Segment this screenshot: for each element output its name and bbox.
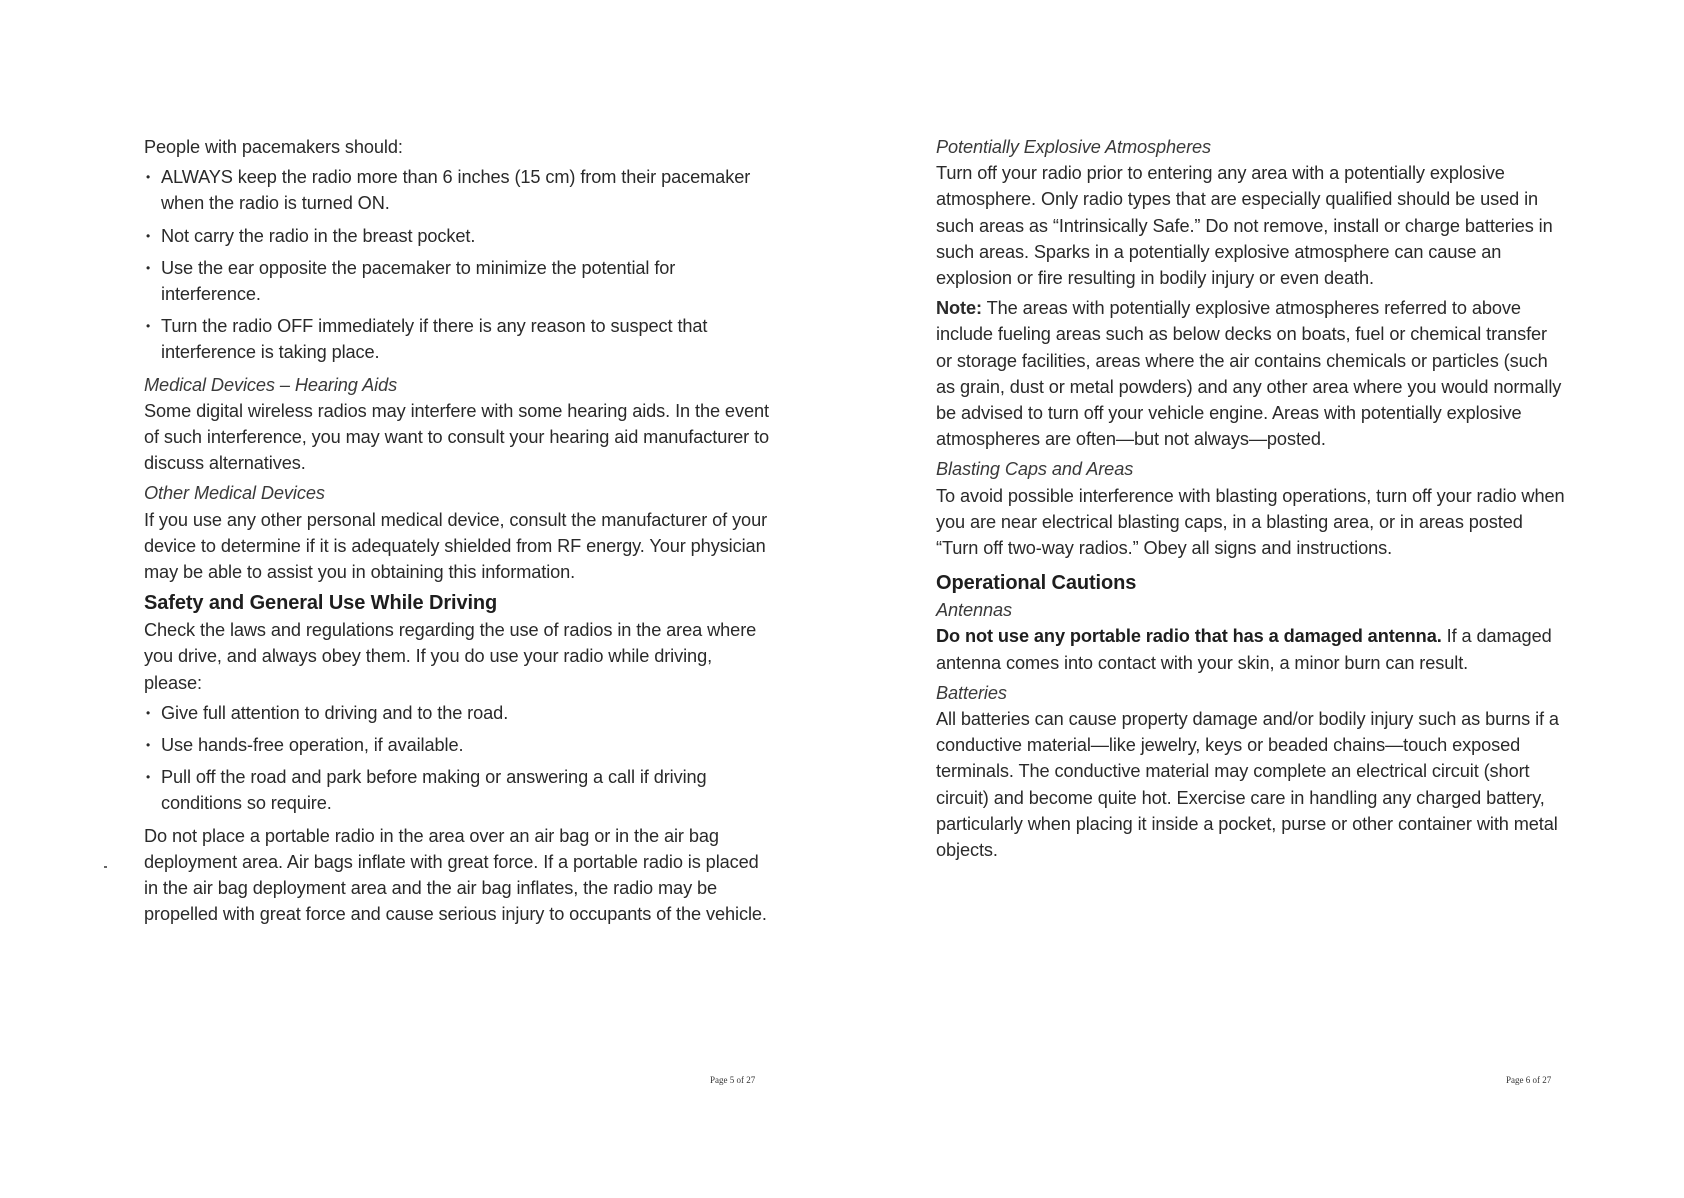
antennas-warning: Do not use any portable radio that has a damaged antenna. [936, 626, 1442, 647]
bullet-text: Give full attention to driving and to the road. [161, 702, 509, 723]
note-paragraph [936, 295, 1566, 452]
bullet-text: Use hands-free operation, if available. [161, 735, 464, 756]
list-item [144, 764, 774, 816]
note-text: The areas with potentially explosive atmospheres referred to above include fueling areas such as below decks on boats, fuel or chemical transfer or storage facilities, areas where the air contains chemicals or particles (such as grain, dust or metal powders) and any other area where you would normally be advised to turn off your vehicle engine. Areas with potentially explosive atmospheres are often—but not always—posted. [936, 298, 1562, 450]
bullet-icon: • [146, 319, 151, 334]
bullet-icon: • [146, 228, 151, 243]
scan-speck [104, 866, 107, 868]
explosive-paragraph: Turn off your radio prior to entering any area with a potentially explosive atmosphere. Only radio types that are especially qualified should be used in such areas as “Intrinsically Safe.” Do not remove, install or charge batteries in such areas. Sparks in a potentially explosive atmosphere can cause an explosion or fire resulting in bodily injury or even death. [936, 163, 1553, 289]
cautions-heading: Operational Cautions [936, 572, 1137, 595]
antennas-paragraph [936, 623, 1566, 675]
bullet-icon: • [146, 738, 151, 753]
list-item [144, 223, 774, 249]
bullet-text: Use the ear opposite the pacemaker to minimize the potential for interference. [161, 257, 676, 305]
pacemaker-bullet-list [144, 164, 774, 365]
bullet-icon: • [146, 770, 151, 785]
batteries-paragraph: All batteries can cause property damage and/or bodily injury such as burns if a conductive material—like jewelry, keys or beaded chains—touch exposed terminals. The conductive material may complete an electrical circuit (short circuit) and become quite hot. Exercise care in handling any charged battery, particularly when placing it inside a pocket, purse or other container with metal objects. [936, 709, 1559, 861]
explosive-subheading: Potentially Explosive Atmospheres [936, 137, 1212, 157]
list-item [144, 313, 774, 365]
blasting-paragraph: To avoid possible interference with blasting operations, turn off your radio when you are near electrical blasting caps, in a blasting area, or in areas posted “Turn off two-way radios.” Obey all signs and instructions. [936, 485, 1565, 559]
list-item [144, 164, 774, 216]
bullet-icon: • [146, 705, 151, 720]
other-devices-subheading: Other Medical Devices [144, 483, 325, 504]
hearing-aids-subheading: Medical Devices – Hearing Aids [144, 374, 398, 395]
hearing-aids-paragraph: Some digital wireless radios may interfere with some hearing aids. In the event of such interference, you may want to consult your hearing aid manufacturer to discuss alternatives. [144, 400, 770, 474]
antennas-text: If a damaged antenna comes into contact with your skin, a minor burn can result. [936, 626, 1552, 673]
bullet-text: Not carry the radio in the breast pocket. [161, 225, 476, 246]
antennas-subheading: Antennas [936, 600, 1013, 621]
bullet-text: ALWAYS keep the radio more than 6 inches (15 cm) from their pacemaker when the radio is turned ON. [161, 167, 751, 214]
list-item [144, 732, 774, 758]
list-item [144, 700, 774, 726]
batteries-subheading: Batteries [936, 682, 1007, 703]
airbag-paragraph: Do not place a portable radio in the area over an air bag or in the air bag deployment area. Air bags inflate with great force. If a portable radio is placed in the air bag deployment area and the air bag inflates, the radio may be propelled with great force and cause serious injury to occupants of the vehicle. [144, 825, 767, 925]
other-devices-paragraph: If you use any other personal medical device, consult the manufacturer of your device to determine if it is adequately shielded from RF energy. Your physician may be able to assist you in obtaining this information. [144, 509, 768, 583]
bullet-text: Pull off the road and park before making or answering a call if driving conditions so require. [161, 767, 707, 814]
bullet-text: Turn the radio OFF immediately if there is any reason to suspect that interference is taking place. [161, 316, 708, 363]
driving-paragraph: Check the laws and regulations regarding the use of radios in the area where you drive, and always obey them. If you do use your radio while driving, please: [144, 620, 757, 693]
page-number-footer: Page 6 of 27 [1506, 1075, 1552, 1085]
driving-heading: Safety and General Use While Driving [144, 592, 498, 615]
bullet-icon: • [146, 260, 151, 275]
note-label: Note: [936, 298, 982, 319]
pacemaker-intro: People with pacemakers should: [144, 137, 403, 157]
right-page [842, 0, 1684, 1198]
driving-bullet-list [144, 700, 774, 817]
page-number-footer: Page 5 of 27 [710, 1075, 756, 1085]
left-column [144, 134, 774, 927]
bullet-icon: • [146, 170, 151, 185]
right-column [936, 134, 1566, 863]
list-item [144, 255, 774, 307]
blasting-subheading: Blasting Caps and Areas [936, 459, 1134, 480]
